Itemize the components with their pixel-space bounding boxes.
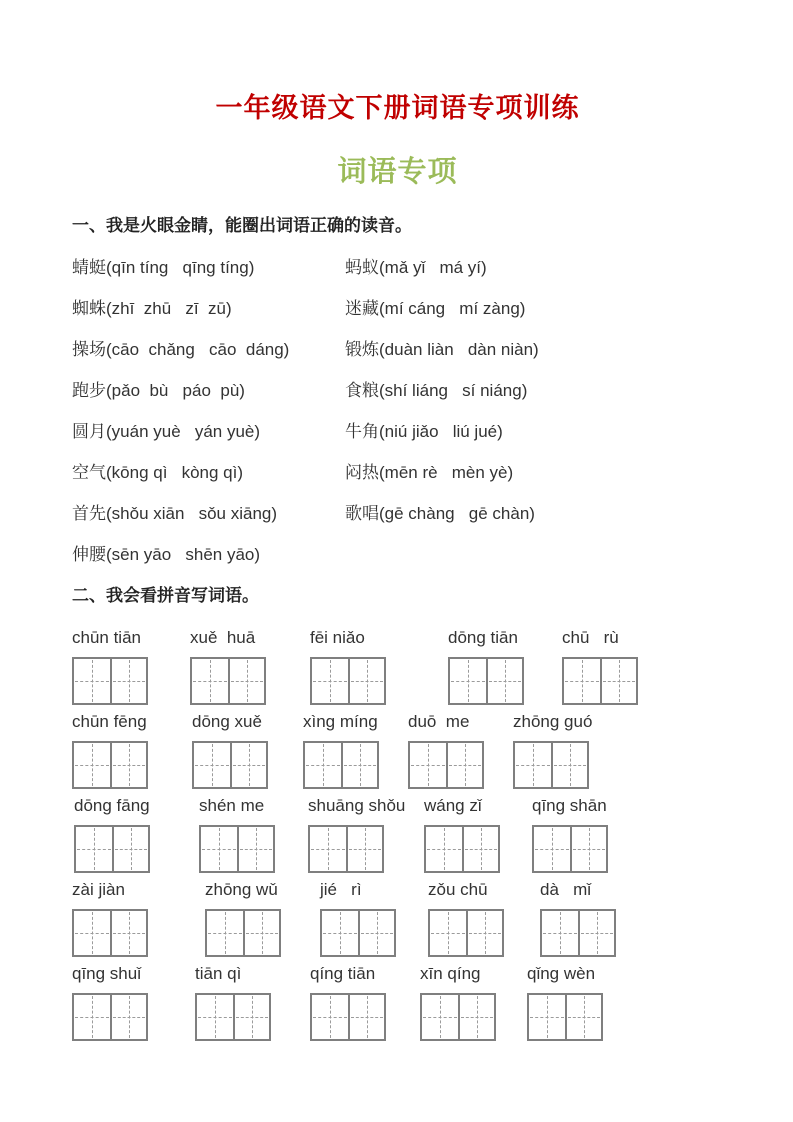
section-2 <box>72 586 723 1041</box>
pinyin-word <box>74 796 150 873</box>
pinyin-grid-row <box>72 712 723 789</box>
grid-cell[interactable] <box>446 743 482 787</box>
pinyin-label: duō me <box>408 712 470 731</box>
word-pronunciation-item: 锻炼(duàn liàn dàn niàn) <box>345 340 539 359</box>
pinyin-word <box>205 880 281 957</box>
pinyin-label: zài jiàn <box>72 880 125 899</box>
pinyin-label: fēi niǎo <box>310 628 365 647</box>
pinyin-label: chū rù <box>562 628 619 647</box>
grid-cell[interactable] <box>564 659 600 703</box>
pinyin-label: dà mǐ <box>540 880 592 899</box>
grid-cell[interactable] <box>426 827 462 871</box>
pinyin-label: zhōng wǔ <box>205 880 278 899</box>
pinyin-word <box>527 964 603 1041</box>
grid-cell[interactable] <box>312 995 348 1039</box>
grid-cell[interactable] <box>358 911 394 955</box>
writing-grid[interactable] <box>527 993 603 1041</box>
pinyin-label: qǐng wèn <box>527 964 596 983</box>
word-row <box>72 299 723 319</box>
pinyin-label: jié rì <box>320 880 362 899</box>
word-row <box>72 258 723 278</box>
pinyin-word <box>310 964 386 1041</box>
grid-cell[interactable] <box>450 659 486 703</box>
pinyin-word <box>540 880 616 957</box>
pinyin-word <box>72 712 148 789</box>
word-pronunciation-item: 操场(cāo chǎng cāo dáng) <box>72 340 290 359</box>
pinyin-word <box>532 796 608 873</box>
writing-grid[interactable] <box>195 993 271 1041</box>
writing-grid[interactable] <box>192 741 268 789</box>
grid-cell[interactable] <box>578 911 614 955</box>
pinyin-grid-row <box>72 880 723 957</box>
grid-cell[interactable] <box>542 911 578 955</box>
grid-cell[interactable] <box>486 659 522 703</box>
word-pronunciation-item <box>345 545 723 565</box>
pinyin-word <box>424 796 500 873</box>
grid-cell[interactable] <box>74 659 110 703</box>
grid-cell[interactable] <box>237 827 273 871</box>
writing-grid[interactable] <box>72 993 148 1041</box>
pinyin-word <box>428 880 504 957</box>
grid-cell[interactable] <box>534 827 570 871</box>
grid-cell[interactable] <box>305 743 341 787</box>
grid-cell[interactable] <box>110 743 146 787</box>
writing-grid[interactable] <box>532 825 608 873</box>
pinyin-grid-row <box>72 628 723 705</box>
pinyin-word <box>72 880 148 957</box>
grid-cell[interactable] <box>422 995 458 1039</box>
pinyin-label: xīn qíng <box>420 964 481 983</box>
grid-cell[interactable] <box>565 995 601 1039</box>
word-pronunciation-item: 歌唱(gē chàng gē chàn) <box>345 504 535 523</box>
writing-grid[interactable] <box>562 657 638 705</box>
grid-cell[interactable] <box>230 743 266 787</box>
grid-cell[interactable] <box>529 995 565 1039</box>
pinyin-word <box>310 628 386 705</box>
pinyin-label: shuāng shǒu <box>308 796 406 815</box>
writing-grid[interactable] <box>303 741 379 789</box>
word-pronunciation-item: 蚂蚁(mǎ yǐ má yí) <box>345 258 487 277</box>
writing-grid[interactable] <box>424 825 500 873</box>
grid-cell[interactable] <box>430 911 466 955</box>
word-row <box>72 381 723 401</box>
pinyin-label: wáng zǐ <box>424 796 482 815</box>
pinyin-word <box>562 628 638 705</box>
grid-cell[interactable] <box>410 743 446 787</box>
grid-cell[interactable] <box>348 995 384 1039</box>
grid-cell[interactable] <box>466 911 502 955</box>
word-row <box>72 463 723 483</box>
writing-grid[interactable] <box>428 909 504 957</box>
pinyin-grid-row <box>72 796 723 873</box>
pinyin-label: xìng míng <box>303 712 378 731</box>
word-row <box>72 422 723 442</box>
word-pronunciation-item: 牛角(niú jiǎo liú jué) <box>345 422 503 441</box>
pinyin-label: shén me <box>199 796 265 815</box>
word-row <box>72 545 723 565</box>
grid-cell[interactable] <box>341 743 377 787</box>
writing-grid[interactable] <box>408 741 484 789</box>
pinyin-label: xuě huā <box>190 628 256 647</box>
page-subtitle: 词语专项 <box>337 156 458 188</box>
writing-grid[interactable] <box>310 993 386 1041</box>
grid-cell[interactable] <box>228 659 264 703</box>
grid-cell[interactable] <box>312 659 348 703</box>
pinyin-word <box>448 628 524 705</box>
grid-cell[interactable] <box>458 995 494 1039</box>
grid-cell[interactable] <box>74 911 110 955</box>
pinyin-label: dōng tiān <box>448 628 518 647</box>
pinyin-word <box>408 712 484 789</box>
grid-cell[interactable] <box>207 911 243 955</box>
section1-heading: 一、我是火眼金睛，能圈出词语正确的读音。 <box>72 216 412 235</box>
word-row <box>72 504 723 524</box>
writing-grid[interactable] <box>513 741 589 789</box>
pinyin-word <box>320 880 396 957</box>
page-title: 一年级语文下册词语专项训练 <box>215 93 580 123</box>
pinyin-label: qīng shuǐ <box>72 964 141 983</box>
grid-cell[interactable] <box>233 995 269 1039</box>
word-pronunciation-item: 迷藏(mí cáng mí zàng) <box>345 299 526 318</box>
grid-cell[interactable] <box>515 743 551 787</box>
writing-grid[interactable] <box>74 825 150 873</box>
grid-cell[interactable] <box>462 827 498 871</box>
pinyin-label: dōng fāng <box>74 796 150 815</box>
grid-cell[interactable] <box>346 827 382 871</box>
pinyin-word <box>513 712 592 789</box>
writing-grid[interactable] <box>199 825 275 873</box>
pinyin-label: dōng xuě <box>192 712 262 731</box>
pinyin-grid-row <box>72 964 723 1041</box>
word-pronunciation-item: 蜘蛛(zhī zhū zī zū) <box>72 299 232 318</box>
word-pronunciation-item: 蜻蜓(qīn tíng qīng tíng) <box>72 258 255 277</box>
writing-grid[interactable] <box>308 825 384 873</box>
grid-cell[interactable] <box>74 995 110 1039</box>
grid-cell[interactable] <box>201 827 237 871</box>
grid-cell[interactable] <box>570 827 606 871</box>
writing-grid[interactable] <box>190 657 266 705</box>
writing-grid[interactable] <box>420 993 496 1041</box>
writing-grid[interactable] <box>205 909 281 957</box>
word-pronunciation-item: 圆月(yuán yuè yán yuè) <box>72 422 261 441</box>
pinyin-word <box>192 712 268 789</box>
pinyin-word <box>199 796 275 873</box>
pinyin-label: qíng tiān <box>310 964 376 983</box>
section-1 <box>72 216 723 565</box>
pinyin-label: chūn tiān <box>72 628 141 647</box>
pinyin-label: qīng shān <box>532 796 607 815</box>
word-row <box>72 340 723 360</box>
grid-cell[interactable] <box>110 659 146 703</box>
writing-grid[interactable] <box>540 909 616 957</box>
grid-cell[interactable] <box>76 827 112 871</box>
grid-cell[interactable] <box>197 995 233 1039</box>
pinyin-word <box>72 628 148 705</box>
pinyin-word <box>195 964 271 1041</box>
writing-grid[interactable] <box>310 657 386 705</box>
word-pronunciation-item: 跑步(pǎo bù páo pù) <box>72 381 245 400</box>
grid-cell[interactable] <box>74 743 110 787</box>
word-pronunciation-item: 食粮(shí liáng sí niáng) <box>345 381 528 400</box>
pinyin-label: zǒu chū <box>428 880 488 899</box>
pinyin-word <box>72 964 148 1041</box>
grid-cell[interactable] <box>322 911 358 955</box>
writing-grid[interactable] <box>448 657 524 705</box>
grid-cell[interactable] <box>551 743 587 787</box>
grid-cell[interactable] <box>110 995 146 1039</box>
grid-cell[interactable] <box>310 827 346 871</box>
writing-grid[interactable] <box>320 909 396 957</box>
pinyin-word <box>190 628 266 705</box>
writing-grid[interactable] <box>72 909 148 957</box>
pinyin-label: chūn fēng <box>72 712 147 731</box>
pinyin-label: zhōng guó <box>513 712 593 731</box>
pinyin-word <box>420 964 496 1041</box>
word-pronunciation-item: 首先(shǒu xiān sǒu xiāng) <box>72 504 278 523</box>
grid-cell[interactable] <box>192 659 228 703</box>
writing-grid[interactable] <box>72 657 148 705</box>
grid-cell[interactable] <box>194 743 230 787</box>
word-pronunciation-item: 空气(kōng qì kòng qì) <box>72 463 244 482</box>
word-pronunciation-item: 闷热(mēn rè mèn yè) <box>345 463 514 482</box>
section2-heading: 二、我会看拼音写词语。 <box>72 586 259 605</box>
grid-cell[interactable] <box>600 659 636 703</box>
grid-cell[interactable] <box>112 827 148 871</box>
grid-cell[interactable] <box>348 659 384 703</box>
pinyin-word <box>303 712 379 789</box>
pinyin-label: tiān qì <box>195 964 242 983</box>
pinyin-word <box>308 796 405 873</box>
writing-grid[interactable] <box>72 741 148 789</box>
grid-cell[interactable] <box>243 911 279 955</box>
grid-cell[interactable] <box>110 911 146 955</box>
word-pronunciation-item: 伸腰(sēn yāo shēn yāo) <box>72 545 261 564</box>
